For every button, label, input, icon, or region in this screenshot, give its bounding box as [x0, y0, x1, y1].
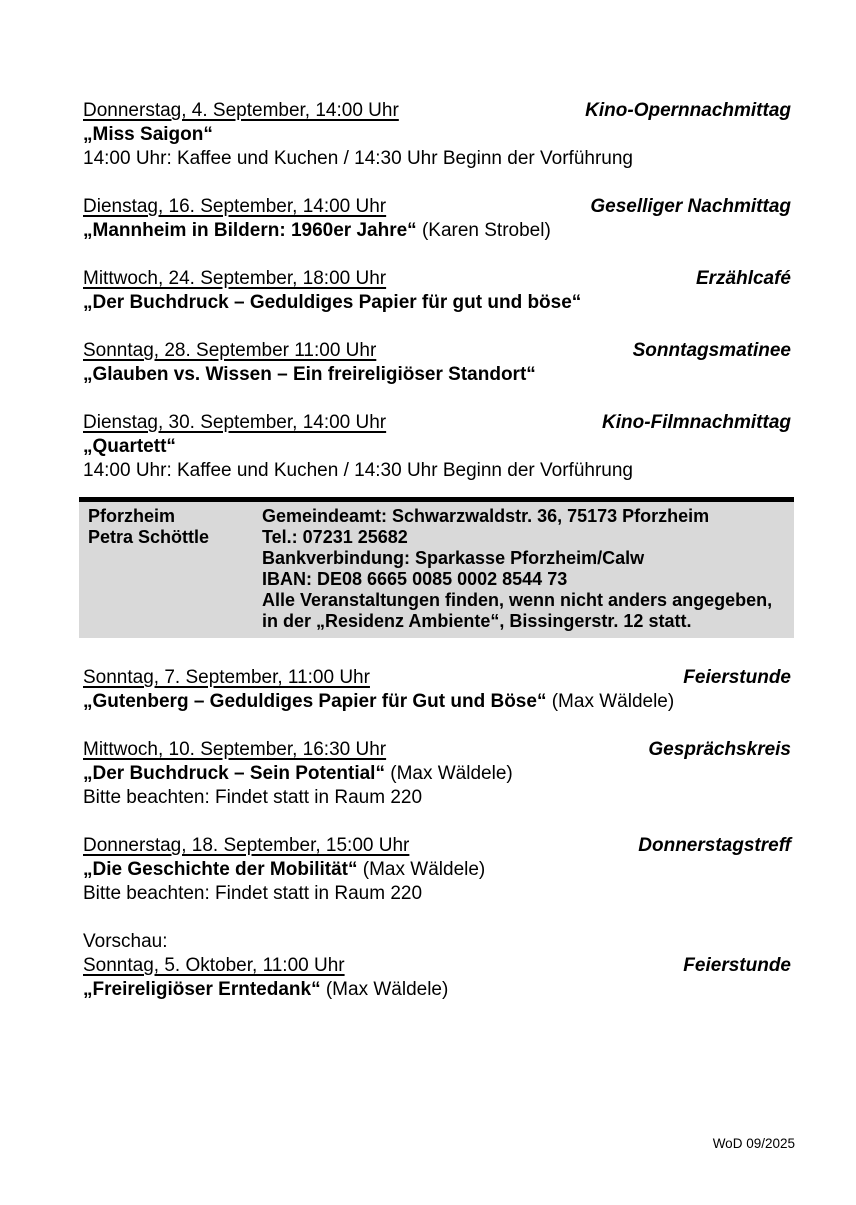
event-head [83, 267, 791, 291]
event-title-line [83, 762, 791, 786]
event-category: Gesprächskreis [648, 739, 791, 760]
event-title: „Glauben vs. Wissen – Ein freireligiöser Standort“ [83, 364, 536, 385]
event-title-line [83, 123, 791, 147]
infobox-right-line: Alle Veranstaltungen finden, wenn nicht anders angegeben, [262, 590, 773, 610]
event-note: 14:00 Uhr: Kaffee und Kuchen / 14:30 Uhr Beginn der Vorführung [83, 148, 633, 169]
event-note: Bitte beachten: Findet statt in Raum 220 [83, 787, 423, 808]
infobox-left-line: Petra Schöttle [88, 527, 210, 547]
event-category: Erzählcafé [695, 268, 791, 289]
event-category: Feierstunde [683, 667, 791, 688]
infobox-left-column [88, 506, 262, 632]
event-speaker: (Max Wäldele) [357, 859, 486, 880]
event-title-line [83, 219, 791, 243]
infobox-right-line: Tel.: 07231 25682 [262, 527, 408, 547]
event-category: Kino-Opernnachmittag [585, 100, 791, 121]
event-category: Geselliger Nachmittag [590, 196, 791, 217]
event-date: Donnerstag, 18. September, 15:00 Uhr [83, 835, 410, 856]
event-title-line [83, 978, 791, 1002]
event-entry [83, 666, 791, 714]
event-speaker: (Max Wäldele) [320, 979, 449, 1000]
event-speaker: (Max Wäldele) [384, 763, 513, 784]
event-entry [83, 834, 791, 906]
infobox-right-line: Gemeindeamt: Schwarzwaldstr. 36, 75173 Pforzheim [262, 506, 710, 526]
contact-info-box [79, 497, 794, 638]
event-category: Sonntagsmatinee [632, 340, 791, 361]
event-date: Sonntag, 5. Oktober, 11:00 Uhr [83, 955, 345, 976]
event-head [83, 834, 791, 858]
infobox-left-line: Pforzheim [88, 506, 176, 526]
event-category: Kino-Filmnachmittag [602, 412, 791, 433]
event-speaker: (Karen Strobel) [416, 220, 551, 241]
event-head [83, 666, 791, 690]
event-note: 14:00 Uhr: Kaffee und Kuchen / 14:30 Uhr Beginn der Vorführung [83, 460, 633, 481]
event-title-line [83, 690, 791, 714]
event-date: Dienstag, 30. September, 14:00 Uhr [83, 412, 387, 433]
event-title: „Der Buchdruck – Sein Potential“ [83, 763, 385, 784]
infobox-right-column [262, 506, 784, 632]
events-list-top [83, 99, 791, 483]
event-head [83, 738, 791, 762]
event-head [83, 339, 791, 363]
event-pre-label: Vorschau: [83, 931, 168, 952]
event-head [83, 99, 791, 123]
event-date: Dienstag, 16. September, 14:00 Uhr [83, 196, 387, 217]
event-category: Donnerstagstreff [638, 835, 791, 856]
event-entry [83, 195, 791, 243]
page-footer: WoD 09/2025 [712, 1136, 795, 1151]
event-entry [83, 99, 791, 171]
event-head [83, 954, 791, 978]
event-title: „Der Buchdruck – Geduldiges Papier für gut und böse“ [83, 292, 582, 313]
event-entry [83, 930, 791, 1002]
event-title: „Gutenberg – Geduldiges Papier für Gut und Böse“ [83, 691, 547, 712]
event-title-line [83, 291, 791, 315]
event-title: „Freireligiöser Erntedank“ [83, 979, 321, 1000]
event-date: Mittwoch, 24. September, 18:00 Uhr [83, 268, 387, 289]
event-entry [83, 339, 791, 387]
event-date: Sonntag, 28. September 11:00 Uhr [83, 340, 377, 361]
events-list-bottom [83, 666, 791, 1002]
event-title: „Mannheim in Bildern: 1960er Jahre“ [83, 220, 417, 241]
infobox-right-line: IBAN: DE08 6665 0085 0002 8544 73 [262, 569, 568, 589]
event-date: Donnerstag, 4. September, 14:00 Uhr [83, 100, 399, 121]
event-title: „Miss Saigon“ [83, 124, 213, 145]
event-head [83, 411, 791, 435]
event-entry [83, 738, 791, 810]
event-title: „Quartett“ [83, 436, 176, 457]
event-note: Bitte beachten: Findet statt in Raum 220 [83, 883, 423, 904]
event-head [83, 195, 791, 219]
event-title: „Die Geschichte der Mobilität“ [83, 859, 358, 880]
event-speaker: (Max Wäldele) [546, 691, 675, 712]
infobox-right-line: Bankverbindung: Sparkasse Pforzheim/Calw [262, 548, 645, 568]
infobox-right-line: in der „Residenz Ambiente“, Bissingerstr. 12 statt. [262, 611, 692, 631]
event-date: Sonntag, 7. September, 11:00 Uhr [83, 667, 370, 688]
event-entry [83, 267, 791, 315]
event-entry [83, 411, 791, 483]
event-title-line [83, 435, 791, 459]
event-category: Feierstunde [683, 955, 791, 976]
event-title-line [83, 858, 791, 882]
event-date: Mittwoch, 10. September, 16:30 Uhr [83, 739, 387, 760]
event-title-line [83, 363, 791, 387]
